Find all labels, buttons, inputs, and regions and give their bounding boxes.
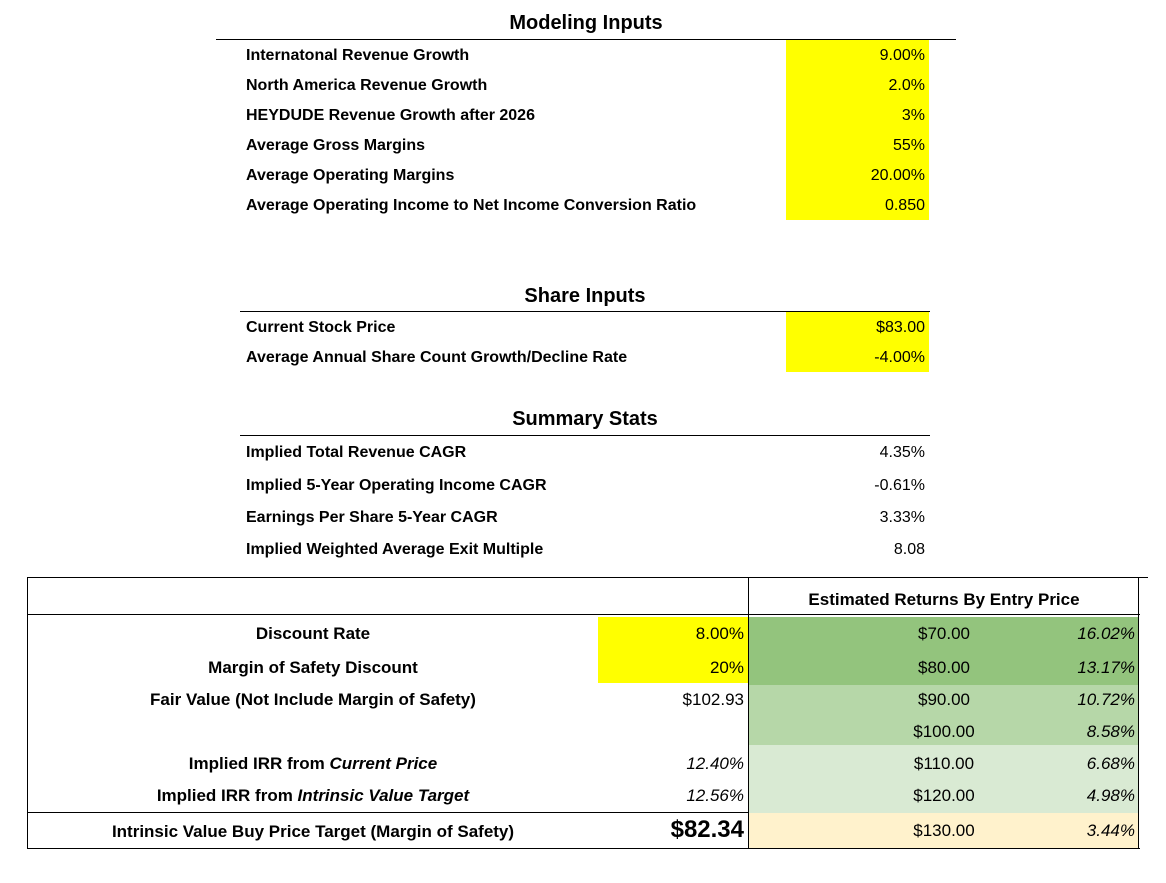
- stat-value: 8.08: [893, 541, 925, 558]
- irr-intrinsic-label-prefix: Implied IRR from: [156, 786, 298, 805]
- irr-current-label-emphasis: Current Price: [329, 754, 438, 773]
- summary-stats-title: Summary Stats: [512, 408, 658, 430]
- estimated-return: 16.02%: [1077, 624, 1135, 643]
- estimated-return: 6.68%: [1086, 754, 1135, 773]
- input-value-cell[interactable]: 9.00%: [879, 47, 925, 64]
- table-right-border: [1138, 578, 1139, 849]
- entry-price: $70.00: [918, 624, 970, 643]
- input-label: Average Gross Margins: [246, 137, 426, 154]
- input-value-cell[interactable]: 2.0%: [888, 77, 925, 94]
- entry-price: $120.00: [913, 786, 975, 805]
- irr-intrinsic-label: [28, 780, 598, 812]
- stat-value: 3.33%: [879, 509, 925, 526]
- fair-value-value: $102.93: [682, 690, 744, 709]
- returns-header: Estimated Returns By Entry Price: [808, 590, 1080, 609]
- irr-intrinsic-label-emphasis: Intrinsic Value Target: [297, 786, 470, 805]
- stat-value: 4.35%: [879, 444, 925, 461]
- entry-price: $130.00: [913, 821, 975, 840]
- input-label: Average Operating Margins: [246, 167, 455, 184]
- irr-current-value: 12.40%: [686, 754, 744, 773]
- irr-current-label: [28, 748, 598, 780]
- input-label: Current Stock Price: [246, 319, 396, 336]
- stat-label: Implied Weighted Average Exit Multiple: [246, 541, 544, 558]
- input-value-cell[interactable]: 0.850: [884, 197, 925, 214]
- irr-current-label-prefix: Implied IRR from: [188, 754, 330, 773]
- estimated-return: 4.98%: [1086, 786, 1135, 805]
- input-label: Average Annual Share Count Growth/Decline Rate: [246, 349, 628, 366]
- input-label: HEYDUDE Revenue Growth after 2026: [246, 107, 535, 124]
- table-bottom-border: [28, 848, 1140, 849]
- estimated-return: 3.44%: [1086, 821, 1135, 840]
- discount-rate-value[interactable]: 8.00%: [695, 624, 744, 643]
- input-value-cell[interactable]: -4.00%: [874, 349, 925, 366]
- buy-target-label: Intrinsic Value Buy Price Target (Margin of Safety): [111, 822, 515, 841]
- stat-value: -0.61%: [874, 477, 925, 494]
- input-value-cell[interactable]: 3%: [901, 107, 925, 124]
- input-label: Internatonal Revenue Growth: [246, 47, 470, 64]
- estimated-return: 13.17%: [1077, 658, 1135, 677]
- input-label: Average Operating Income to Net Income Conversion Ratio: [246, 197, 697, 214]
- estimated-return: 10.72%: [1077, 690, 1135, 709]
- fair-value-label: Fair Value (Not Include Margin of Safety): [150, 690, 476, 709]
- margin-of-safety-label: Margin of Safety Discount: [208, 658, 418, 677]
- column-divider: [748, 577, 749, 849]
- input-value-cell[interactable]: $83.00: [876, 319, 925, 336]
- table-top-border: [28, 577, 1148, 578]
- buy-target-value: $82.34: [670, 816, 744, 843]
- input-value-cell[interactable]: 20.00%: [870, 167, 925, 184]
- estimated-return: 8.58%: [1086, 722, 1135, 741]
- entry-price: $100.00: [913, 722, 975, 741]
- discount-rate-label: Discount Rate: [255, 624, 371, 643]
- stat-label: Implied Total Revenue CAGR: [246, 444, 467, 461]
- stat-label: Earnings Per Share 5-Year CAGR: [246, 509, 498, 526]
- margin-of-safety-value[interactable]: 20%: [709, 658, 744, 677]
- entry-price: $80.00: [918, 658, 970, 677]
- summary-stats-rule: [240, 435, 930, 436]
- entry-price: $90.00: [918, 690, 970, 709]
- modeling-inputs-title: Modeling Inputs: [509, 12, 663, 34]
- share-inputs-title: Share Inputs: [524, 285, 646, 307]
- input-value-cell[interactable]: 55%: [892, 137, 925, 154]
- irr-intrinsic-value: 12.56%: [686, 786, 744, 805]
- input-label: North America Revenue Growth: [246, 77, 488, 94]
- stat-label: Implied 5-Year Operating Income CAGR: [246, 477, 547, 494]
- entry-price: $110.00: [913, 754, 975, 773]
